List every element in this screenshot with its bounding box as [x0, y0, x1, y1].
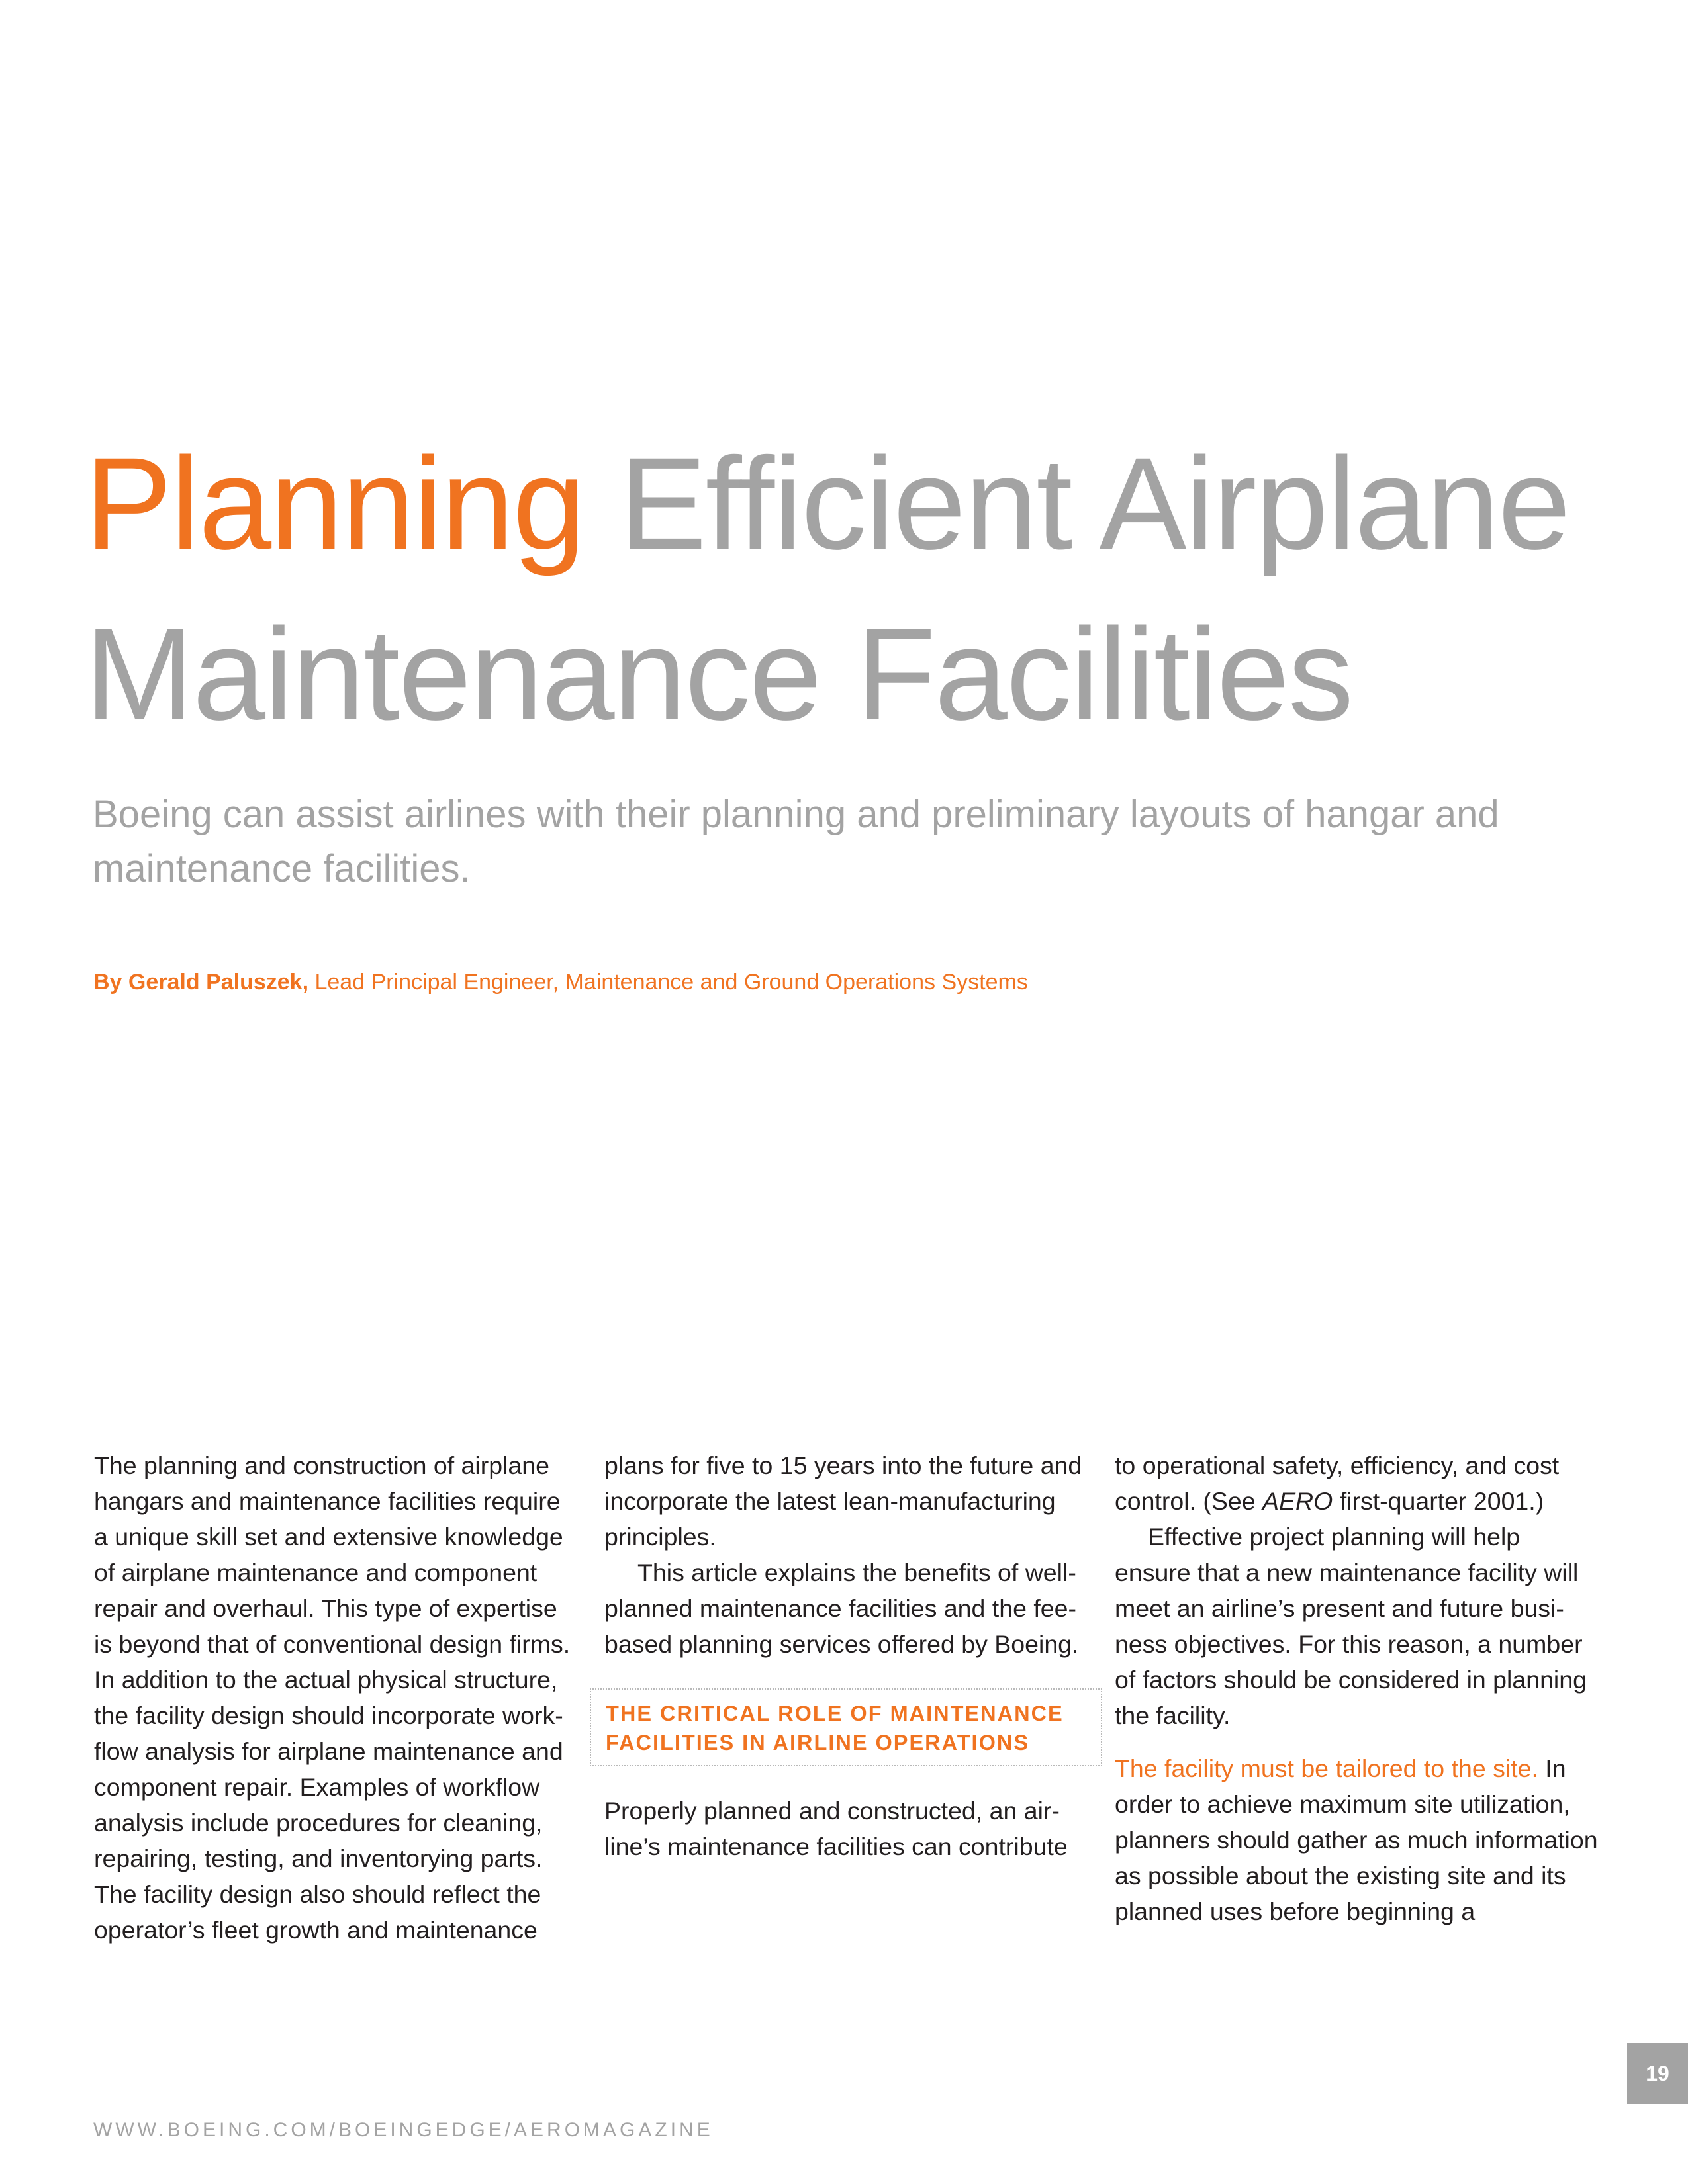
text-run: first-quarter 2001.)	[1333, 1487, 1544, 1515]
paragraph: Effective project planning will help ensure that a new maintenance facility will meet an airline’s present and future business objectives. For this reason, a number of factors should be considered in planning the facility.	[1115, 1523, 1587, 1729]
title-line1-rest: Efficient Airplane	[584, 430, 1570, 576]
paragraph-lead-in: The facility must be tailored to the site.	[1115, 1754, 1538, 1782]
body-column-2	[604, 1447, 1088, 1864]
paragraph: Properly planned and constructed, an airline’s maintenance facilities can contribute	[604, 1797, 1068, 1860]
title-line2: Maintenance Facilities	[85, 601, 1352, 747]
paragraph	[1115, 1751, 1598, 1929]
byline	[93, 967, 1550, 997]
article-subtitle: Boeing can assist airlines with their planning and preliminary layouts of hangar and maintenance facilities.	[93, 793, 1499, 890]
title-accent-word: Planning	[85, 430, 585, 576]
magazine-name: AERO	[1262, 1487, 1333, 1515]
paragraph: plans for five to 15 years into the future and incorporate the latest lean-manufacturing principles.	[604, 1451, 1082, 1551]
paragraph	[1115, 1447, 1598, 1519]
body-column-1	[94, 1447, 577, 1948]
page-number: 19	[1627, 2043, 1688, 2104]
paragraph: The planning and construction of airplane hangars and maintenance facilities require a unique skill set and extensive knowledge of airplane maintenance and component repair and overhaul. This type of expertise is beyond that of conventional design firms. In addition to the actual physical structure, the facility design should incorporate workflow analysis for airplane maintenance and component repair. Examples of workflow analysis include procedures for cleaning, repairing, testing, and inventorying parts. The facility design also should reflect the operator’s fleet growth and maintenance	[94, 1451, 571, 1944]
text-run: In order to achieve maximum site utilization, planners should gather as much information as possible about the existing site and its planned uses before beginning a	[1115, 1754, 1598, 1925]
byline-author: By Gerald Paluszek,	[93, 970, 309, 995]
text-run: to operational safety, efficiency, and cost control. (See	[1115, 1451, 1560, 1515]
article-title	[85, 418, 1607, 760]
section-heading: THE CRITICAL ROLE OF MAINTENANCE FACILITIES IN AIRLINE OPERATIONS	[590, 1688, 1102, 1766]
footer-url: WWW.BOEING.COM/BOEINGEDGE/AEROMAGAZINE	[93, 2119, 714, 2141]
byline-role: Lead Principal Engineer, Maintenance and Ground Operations Systems	[308, 970, 1028, 995]
body-column-3	[1115, 1447, 1598, 1929]
paragraph: This article explains the benefits of well-planned maintenance facilities and the fee-based planning services offered by Boeing.	[604, 1559, 1079, 1658]
